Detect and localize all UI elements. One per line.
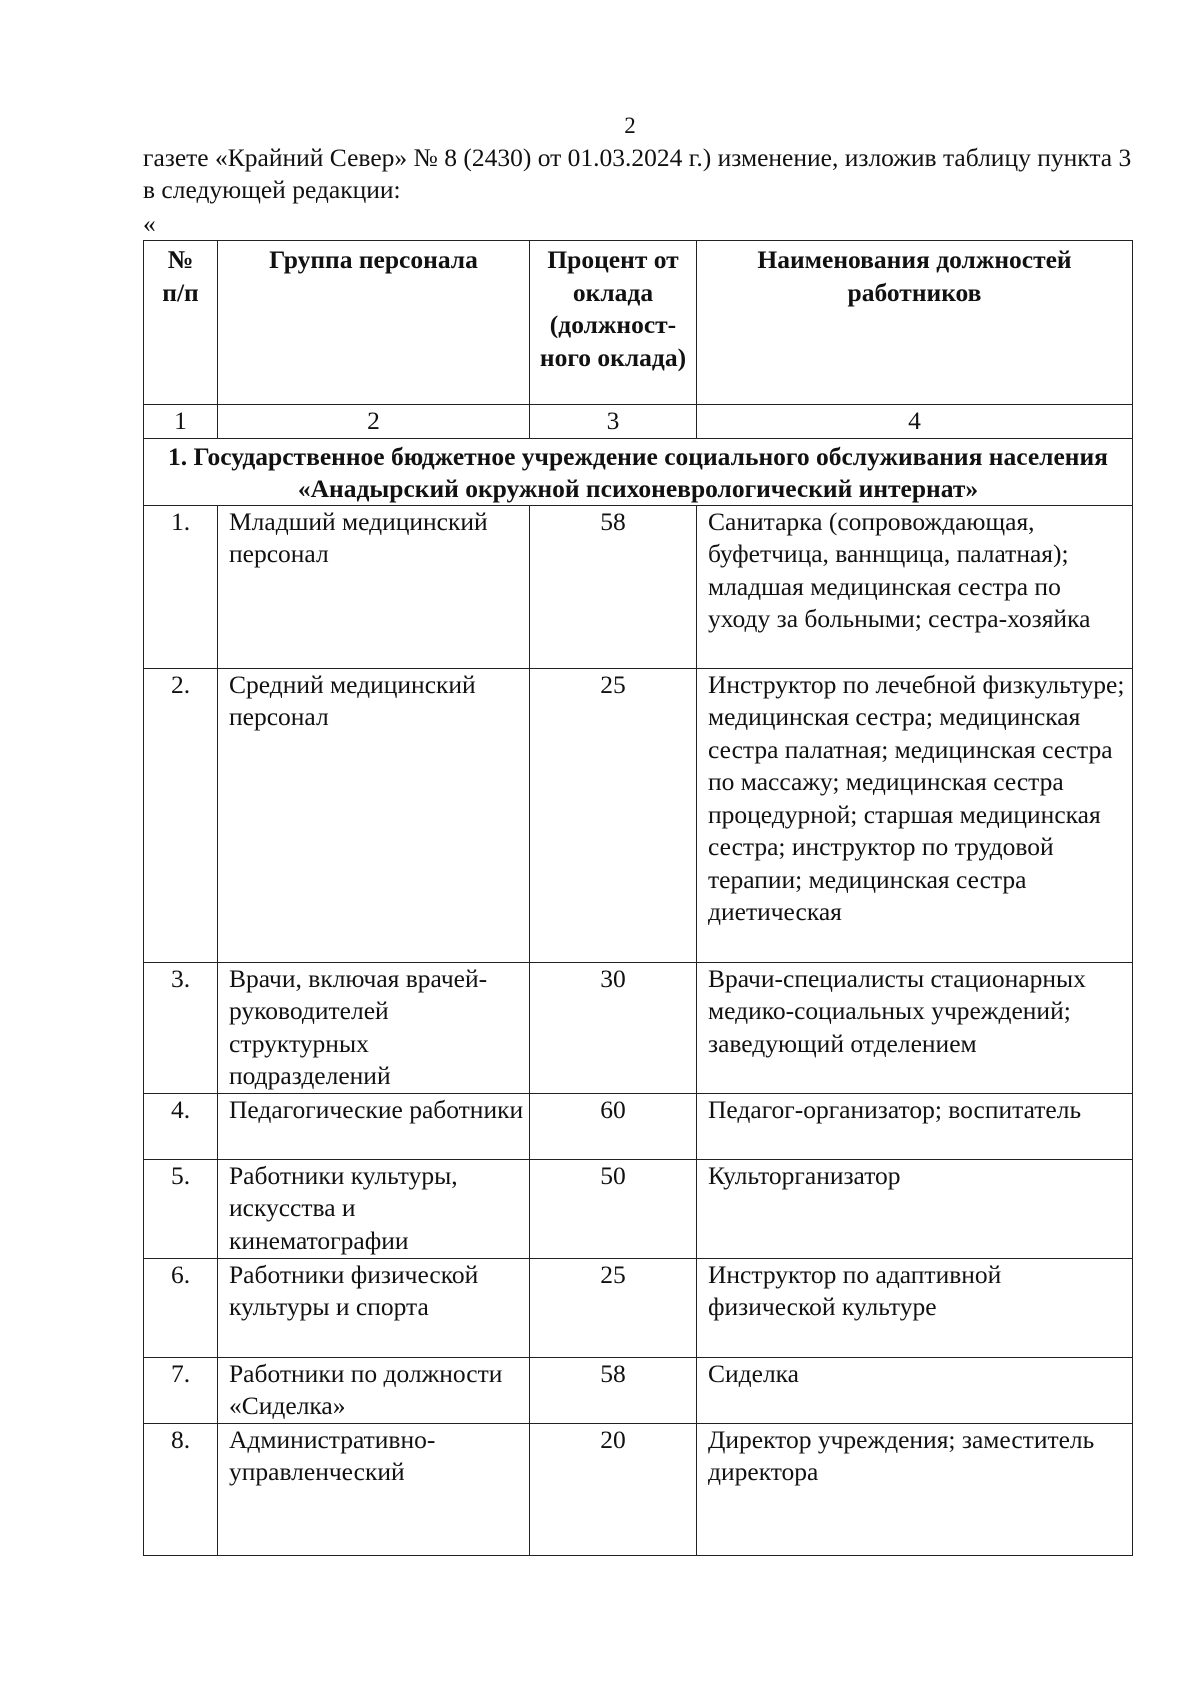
percent-value: 58	[530, 505, 697, 668]
column-number-row	[144, 405, 1133, 439]
row-number: 7.	[144, 1357, 218, 1423]
position-titles: Врачи-специалисты стационарных медико-социальных учреждений; заведующий отделением	[697, 962, 1133, 1093]
row-number: 8.	[144, 1423, 218, 1555]
header-positions: Наименования должностей работников	[697, 241, 1133, 405]
percent-value: 60	[530, 1093, 697, 1159]
table-row	[144, 1093, 1133, 1159]
position-titles: Инструктор по адаптивной физической культуре	[697, 1258, 1133, 1357]
position-titles: Директор учреждения; заместитель директора	[697, 1423, 1133, 1555]
row-number: 5.	[144, 1159, 218, 1258]
page-number: 2	[624, 113, 636, 138]
percent-value: 58	[530, 1357, 697, 1423]
section-row	[144, 438, 1133, 505]
column-number-4: 4	[697, 405, 1133, 439]
staff-group: Педагогические работники	[218, 1093, 530, 1159]
row-number: 1.	[144, 505, 218, 668]
position-titles: Культорганизатор	[697, 1159, 1133, 1258]
position-titles: Педагог-организатор; воспитатель	[697, 1093, 1133, 1159]
staff-group: Работники культуры, искусства и кинематографии	[218, 1159, 530, 1258]
staff-group: Младший медицинский персонал	[218, 505, 530, 668]
table-row	[144, 962, 1133, 1093]
percent-value: 50	[530, 1159, 697, 1258]
percent-value: 30	[530, 962, 697, 1093]
percent-value: 20	[530, 1423, 697, 1555]
table-row	[144, 1258, 1133, 1357]
row-number: 2.	[144, 668, 218, 962]
staff-group: Средний медицинский персонал	[218, 668, 530, 962]
row-number: 6.	[144, 1258, 218, 1357]
position-titles: Санитарка (сопровождающая, буфетчица, ваннщица, палатная); младшая медицинская сестра по уходу за больными; сестра-хозяйка	[697, 505, 1133, 668]
table-row	[144, 1423, 1133, 1555]
table-row	[144, 668, 1133, 962]
table-row	[144, 505, 1133, 668]
position-titles: Сиделка	[697, 1357, 1133, 1423]
staff-group: Врачи, включая врачей-руководителей структурных подразделений	[218, 962, 530, 1093]
position-titles: Инструктор по лечебной физкультуре; медицинская сестра; медицинская сестра палатная; медицинская сестра по массажу; медицинская сестра процедурной; старшая медицинская сестра; инструктор по трудовой терапии; медицинская сестра диетическая	[697, 668, 1133, 962]
staff-group: Работники по должности «Сиделка»	[218, 1357, 530, 1423]
row-number: 4.	[144, 1093, 218, 1159]
section-title: 1. Государственное бюджетное учреждение социального обслуживания населения «Анадырский окружной психоневрологический интернат»	[144, 438, 1133, 505]
header-percent: Процент от оклада (должност-ного оклада)	[530, 241, 697, 405]
column-number-3: 3	[530, 405, 697, 439]
staff-allowance-table	[143, 240, 1133, 1556]
table-row	[144, 1159, 1133, 1258]
row-number: 3.	[144, 962, 218, 1093]
opening-quote-mark: «	[143, 209, 156, 238]
staff-group: Работники физической культуры и спорта	[218, 1258, 530, 1357]
percent-value: 25	[530, 1258, 697, 1357]
percent-value: 25	[530, 668, 697, 962]
table-header-row	[144, 241, 1133, 405]
column-number-1: 1	[144, 405, 218, 439]
header-number: № п/п	[144, 241, 218, 405]
table-row	[144, 1357, 1133, 1423]
staff-group: Административно-управленческий	[218, 1423, 530, 1555]
intro-paragraph: газете «Крайний Север» № 8 (2430) от 01.03.2024 г.) изменение, изложив таблицу пункта 3 в следующей редакции:	[143, 143, 1132, 204]
column-number-2: 2	[218, 405, 530, 439]
header-group: Группа персонала	[218, 241, 530, 405]
